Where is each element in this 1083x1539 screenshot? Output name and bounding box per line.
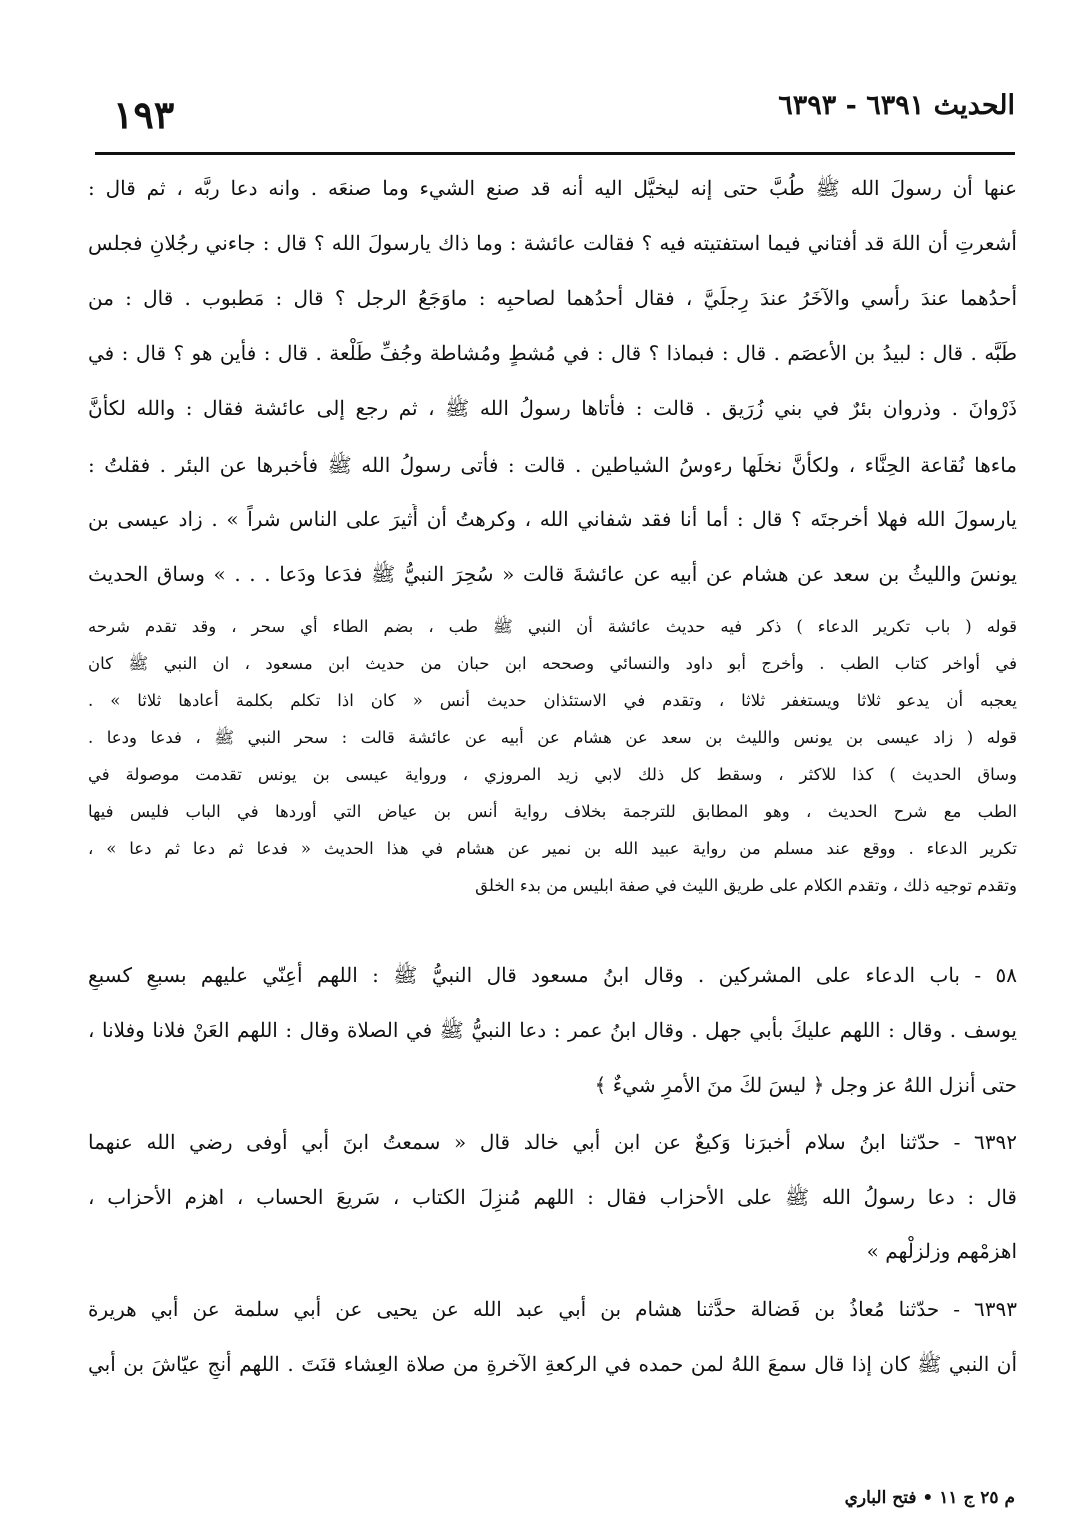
text-line: أن النبي ﷺ كان إذا قال سمعَ اللهُ لمن حمده في الركعةِ الآخرةِ من صلاة العِشاء قنَتَ . اللهم أنجِ عيّاشَ بن أبي (88, 1352, 1017, 1376)
text-line: ماءها نُقاعة الحِنَّاء ، ولكأنَّ نخلَها رءوسُ الشياطين . قالت : فأتى رسولُ الله ﷺ فأخبرها عن البئر . فقلتُ : (88, 453, 1017, 477)
text-line: ٦٣٩٢ - حدّثنا ابنُ سلام أخبرَنا وَكيعٌ عن ابن أبي خالد قال « سمعتُ ابنَ أبي أوفى رضي الله عنهما (88, 1130, 1017, 1154)
header-rule (95, 152, 1015, 155)
section-heading-line: ٥٨ - باب الدعاء على المشركين . وقال ابنُ مسعود قال النبيُّ ﷺ : اللهم أعِنّي عليهم بسبعٍ كسبعِ (88, 963, 1017, 987)
text-line: قوله ( زاد عيسى بن يونس والليث بن سعد عن هشام عن أبيه عن عائشة قالت : سحر النبي ﷺ ، فدعا ودعا . (88, 728, 1017, 747)
printer-signature: م ٢٥ ج ١١ • فتح الباري (844, 1488, 1015, 1508)
text-line: تكرير الدعاء . ووقع عند مسلم من رواية عبيد الله بن نمير عن هشام في هذا الحديث « فدعا ثم دعا ثم دعا » ، (88, 839, 1017, 858)
text-line: وتقدم توجيه ذلك ، وتقدم الكلام على طريق الليث في صفة ابليس من بدء الخلق (475, 876, 1017, 895)
page-number: ١٩٣ (113, 92, 175, 137)
page-header (95, 88, 1015, 148)
text-line: يونسَ والليثُ بن سعد عن هشام عن أبيه عن عائشةَ قالت « سُحِرَ النبيُّ ﷺ فدَعا ودَعا . . . » وساق الحديث (88, 562, 1017, 586)
text-line: يارسولَ الله فهلا أخرجتَه ؟ قال : أما أنا فقد شفاني الله ، وكرهتُ أن أُثيرَ على الناس شراً » . زاد عيسى بن (88, 507, 1017, 531)
text-line: أشعرتِ أن اللهَ قد أفتاني فيما استفتيته فيه ؟ فقالت عائشة : وما ذاك يارسولَ الله ؟ قال : جاءني رجُلانِ فجلس (88, 231, 1017, 255)
text-line: طَبَّه . قال : لبيدُ بن الأعصَم . قال : فبماذا ؟ قال : في مُشطٍ ومُشاطة وجُفِّ طَلْعة . قال : فأين هو ؟ قال : في (88, 341, 1017, 365)
running-head: الحديث ٦٣٩١ - ٦٣٩٣ (778, 90, 1015, 121)
text-line: يوسف . وقال : اللهم عليكَ بأبي جهل . وقال ابنُ عمر : دعا النبيُّ ﷺ في الصلاة وقال : اللهم العَنْ فلانا وفلانا ، (88, 1018, 1017, 1042)
text-line: ذَرْوانَ . وذروان بئرٌ في بني زُرَيق . قالت : فأتاها رسولُ الله ﷺ ، ثم رجع إلى عائشة فقال : والله لكأنَّ (88, 396, 1017, 420)
text-line: عنها أن رسولَ الله ﷺ طُبَّ حتى إنه ليخيَّل اليه أنه قد صنع الشيء وما صنعَه . وانه دعا ربَّه ، ثم قال : (88, 176, 1017, 200)
text-line: ٦٣٩٣ - حدّثنا مُعاذُ بن فَضالة حدَّثنا هشام بن أبي عبد الله عن يحيى عن أبي سلمة عن أبي هريرة (88, 1297, 1017, 1321)
text-line: اهزمْهم وزلزلْهم » (866, 1239, 1017, 1263)
text-line: وساق الحديث ) كذا للاكثر ، وسقط كل ذلك لابي زيد المروزي ، ورواية عيسى بن يونس تقدمت موصولة في (88, 765, 1017, 784)
text-line: قوله ( باب تكرير الدعاء ) ذكر فيه حديث عائشة أن النبي ﷺ طب ، بضم الطاء أي سحر ، وقد تقدم شرحه (88, 617, 1017, 636)
text-line: يعجبه أن يدعو ثلاثا ويستغفر ثلاثا ، وتقدم في الاستئذان حديث أنس « كان اذا تكلم بكلمة أعادها ثلاثا » . (88, 691, 1017, 710)
text-line: الطب مع شرح الحديث ، وهو المطابق للترجمة بخلاف رواية أنس بن عياض التي أوردها في الباب فليس فيها (88, 802, 1017, 821)
text-line: حتى أنزل اللهُ عز وجل ﴿ ليسَ لكَ منَ الأمرِ شيءٌ ﴾ (594, 1073, 1017, 1097)
text-line: في أواخر كتاب الطب . وأخرج أبو داود والنسائي وصححه ابن حبان من حديث ابن مسعود ، ان النبي ﷺ كان (88, 654, 1017, 673)
text-line: أحدُهما عندَ رأسي والآخَرُ عندَ رِجلَيَّ ، فقال أحدُهما لصاحبِه : ماوَجَعُ الرجل ؟ قال : مَطبوب . قال : من (88, 286, 1017, 310)
text-line: قال : دعا رسولُ الله ﷺ على الأحزاب فقال : اللهم مُنزِلَ الكتاب ، سَريعَ الحساب ، اهزم الأحزاب ، (88, 1185, 1017, 1209)
